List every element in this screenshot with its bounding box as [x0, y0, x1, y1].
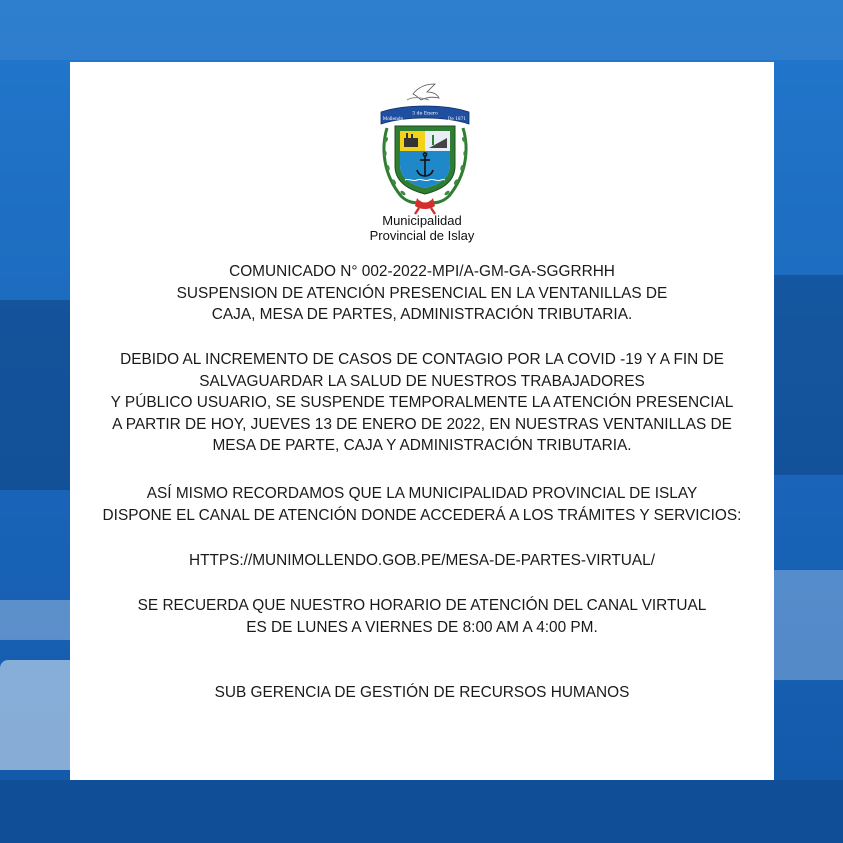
paragraph-line: A PARTIR DE HOY, JUEVES 13 DE ENERO DE 2022, EN NUESTRAS VENTANILLAS DE [112, 415, 732, 433]
notice-header-line: SUSPENSION DE ATENCIÓN PRESENCIAL EN LA VENTANILLAS DE [176, 284, 668, 302]
org-name-line1: Municipalidad [382, 213, 462, 228]
background-street [0, 780, 843, 843]
background-car-roof [0, 600, 70, 640]
notice-header [70, 261, 774, 326]
background-windows-right [774, 570, 843, 680]
paragraph-line: Y PÚBLICO USUARIO, SE SUSPENDE TEMPORALMENTE LA ATENCIÓN PRESENCIAL [110, 394, 734, 411]
paragraph-line: ES DE LUNES A VIERNES DE 8:00 AM A 4:00 PM. [246, 618, 598, 636]
background-building-right [774, 275, 843, 475]
notice-card [70, 62, 774, 780]
notice-signature: SUB GERENCIA DE GESTIÓN DE RECURSOS HUMANOS [214, 684, 630, 701]
notice-paragraph-2 [70, 483, 774, 526]
coat-of-arms-logo [377, 78, 473, 218]
notice-paragraph-3 [70, 595, 774, 638]
org-name-line2: Provincial de Islay [369, 228, 475, 243]
background-car [0, 660, 70, 770]
banner-left-text: Mollendo [382, 117, 404, 122]
background-building-left [0, 300, 70, 490]
notice-header-line: COMUNICADO N° 002-2022-MPI/A-GM-GA-SGGRRHH [229, 263, 615, 280]
paragraph-line: SE RECUERDA QUE NUESTRO HORARIO DE ATENCIÓN DEL CANAL VIRTUAL [137, 597, 707, 614]
banner-right-text: De 1871 [447, 117, 467, 122]
paragraph-line: MESA DE PARTE, CAJA Y ADMINISTRACIÓN TRIBUTARIA. [212, 437, 632, 454]
virtual-desk-link: HTTPS://MUNIMOLLENDO.GOB.PE/MESA-DE-PARTES-VIRTUAL/ [188, 552, 656, 569]
notice-paragraph-1 [70, 349, 774, 457]
banner-center-text: 3 de Enero [412, 111, 438, 117]
paragraph-line: DISPONE EL CANAL DE ATENCIÓN DONDE ACCEDERÁ A LOS TRÁMITES Y SERVICIOS: [102, 506, 742, 524]
paragraph-line: SALVAGUARDAR LA SALUD DE NUESTROS TRABAJADORES [199, 372, 645, 390]
notice-header-line: CAJA, MESA DE PARTES, ADMINISTRACIÓN TRIBUTARIA. [211, 306, 633, 323]
paragraph-line: ASÍ MISMO RECORDAMOS QUE LA MUNICIPALIDAD PROVINCIAL DE ISLAY [146, 485, 698, 502]
background-sky [0, 0, 843, 60]
paragraph-line: DEBIDO AL INCREMENTO DE CASOS DE CONTAGIO POR LA COVID -19 Y A FIN DE [120, 351, 724, 368]
